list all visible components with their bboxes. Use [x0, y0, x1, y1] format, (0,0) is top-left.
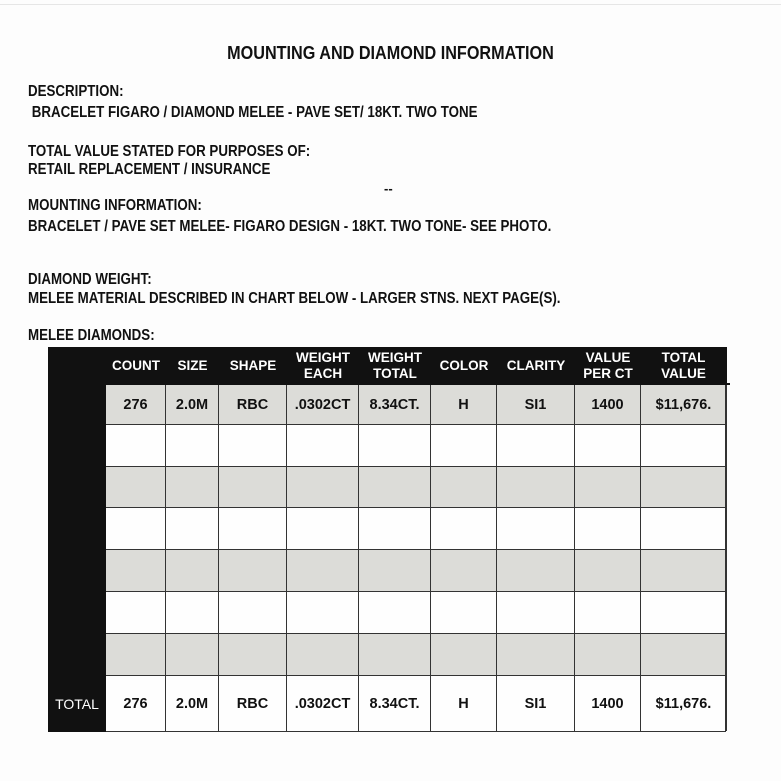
table-cell	[166, 634, 219, 675]
table-cell	[575, 467, 641, 507]
table-cell	[106, 508, 166, 549]
table-cell	[106, 550, 166, 591]
table-cell: 8.34CT.	[359, 676, 431, 731]
total-label: TOTAL	[55, 695, 99, 712]
table-cell	[575, 550, 641, 591]
diamond-weight-label: DIAMOND WEIGHT:	[28, 271, 152, 288]
table-cell	[497, 634, 575, 675]
column-header-line: COLOR	[439, 358, 489, 373]
table-cell	[287, 508, 359, 549]
table-cell	[359, 592, 431, 633]
column-header	[219, 347, 287, 385]
table-cell	[497, 425, 575, 466]
table-cell	[359, 550, 431, 591]
column-header-line: TOTAL	[373, 366, 417, 381]
column-header	[497, 347, 575, 385]
table-cell	[106, 592, 166, 633]
table-cell: 1400	[575, 676, 641, 731]
table-cell	[575, 592, 641, 633]
table-cell	[287, 467, 359, 507]
column-header-text	[507, 358, 566, 374]
table-cell	[166, 550, 219, 591]
column-header-line: EACH	[303, 366, 343, 381]
column-header	[106, 347, 166, 385]
column-header-text	[177, 358, 207, 374]
table-cell	[106, 467, 166, 507]
table-cell	[641, 634, 726, 675]
column-header-line: WEIGHT	[368, 350, 422, 365]
description-label: DESCRIPTION:	[28, 83, 124, 100]
page-top-edge	[0, 4, 781, 5]
table-cell	[641, 508, 726, 549]
table-row	[106, 634, 726, 676]
table-cell	[497, 508, 575, 549]
table-cell	[106, 425, 166, 466]
table-cell	[219, 634, 287, 675]
table-cell	[359, 634, 431, 675]
table-row	[106, 425, 726, 467]
table-cell	[219, 550, 287, 591]
table-cell	[287, 550, 359, 591]
table-cell: H	[431, 676, 497, 731]
table-cell	[575, 634, 641, 675]
separator-mark: --	[384, 181, 393, 196]
table-cell	[641, 592, 726, 633]
melee-diamonds-label: MELEE DIAMONDS:	[28, 327, 155, 344]
diamond-weight-value: MELEE MATERIAL DESCRIBED IN CHART BELOW - LARGER STNS. NEXT PAGE(S).	[28, 290, 561, 307]
table-cell	[431, 592, 497, 633]
table-cell	[431, 467, 497, 507]
column-header-line: SIZE	[177, 358, 208, 373]
table-cell	[166, 592, 219, 633]
table-cell	[575, 508, 641, 549]
column-header-line: CLARITY	[506, 358, 566, 373]
table-cell: .0302CT	[287, 385, 359, 424]
column-header	[359, 347, 431, 385]
column-header-text	[661, 350, 706, 382]
column-header	[575, 347, 641, 385]
column-header-text	[112, 358, 160, 374]
table-row	[106, 508, 726, 550]
table-header	[106, 347, 727, 385]
table-row	[106, 467, 726, 508]
table-cell	[497, 592, 575, 633]
table-cell	[166, 467, 219, 507]
table-left-band	[48, 347, 106, 732]
table-cell	[431, 634, 497, 675]
table-row	[106, 550, 726, 592]
total-value-purpose: RETAIL REPLACEMENT / INSURANCE	[28, 161, 271, 178]
table-cell	[166, 508, 219, 549]
table-cell	[166, 425, 219, 466]
table-cell	[641, 550, 726, 591]
page-title-text: MOUNTING AND DIAMOND INFORMATION	[227, 43, 554, 63]
table-cell	[287, 634, 359, 675]
table-cell	[359, 467, 431, 507]
column-header-line: WEIGHT	[296, 350, 350, 365]
table-cell	[287, 425, 359, 466]
description-value: BRACELET FIGARO / DIAMOND MELEE - PAVE SET/ 18KT. TWO TONE	[28, 104, 478, 121]
table-right-border	[725, 385, 727, 731]
column-header-line: COUNT	[112, 358, 160, 373]
column-header-line: VALUE	[585, 350, 631, 365]
table-cell: 8.34CT.	[359, 385, 431, 424]
column-header-text	[368, 350, 422, 382]
table-cell: $11,676.	[655, 695, 712, 712]
table-cell	[219, 467, 287, 507]
column-header-text	[583, 350, 633, 382]
table-cell: 2.0M	[166, 676, 219, 731]
table-cell: .0302CT	[287, 676, 359, 731]
table-cell	[575, 425, 641, 466]
table-cell	[219, 425, 287, 466]
column-header-line: SHAPE	[229, 358, 277, 373]
table-cell	[359, 425, 431, 466]
column-header-text	[440, 358, 489, 374]
mounting-label: MOUNTING INFORMATION:	[28, 197, 202, 214]
table-cell	[219, 508, 287, 549]
column-header-line: VALUE	[661, 366, 706, 381]
table-cell: H	[431, 385, 497, 424]
column-header-text	[230, 358, 277, 374]
table-cell	[106, 634, 166, 675]
table-total-row	[106, 676, 726, 732]
table-cell	[219, 592, 287, 633]
table-cell: RBC	[219, 385, 287, 424]
table-cell	[431, 550, 497, 591]
table-cell: 2.0M	[166, 385, 219, 424]
column-header	[641, 347, 726, 385]
table-row	[106, 592, 726, 634]
column-header-text	[296, 350, 350, 382]
table-cell: 276	[106, 676, 166, 731]
page-title	[0, 42, 781, 64]
total-value-label: TOTAL VALUE STATED FOR PURPOSES OF:	[28, 143, 311, 160]
table-cell	[497, 467, 575, 507]
column-header-line: TOTAL	[661, 350, 706, 365]
column-header-line: PER CT	[583, 366, 633, 381]
table-cell: 1400	[575, 385, 641, 424]
table-cell	[287, 592, 359, 633]
column-header	[431, 347, 497, 385]
table-cell: 276	[106, 385, 166, 424]
mounting-value: BRACELET / PAVE SET MELEE- FIGARO DESIGN - 18KT. TWO TONE- SEE PHOTO.	[28, 218, 552, 235]
table-cell: SI1	[497, 676, 575, 731]
table-cell	[641, 425, 726, 466]
table-cell: SI1	[497, 385, 575, 424]
table-row	[106, 385, 726, 425]
table-cell	[497, 550, 575, 591]
table-cell	[431, 425, 497, 466]
table-cell	[359, 508, 431, 549]
table-cell	[641, 467, 726, 507]
column-header	[166, 347, 219, 385]
column-header	[287, 347, 359, 385]
table-cell	[431, 508, 497, 549]
table-cell: RBC	[219, 676, 287, 731]
table-cell: $11,676.	[655, 396, 712, 413]
